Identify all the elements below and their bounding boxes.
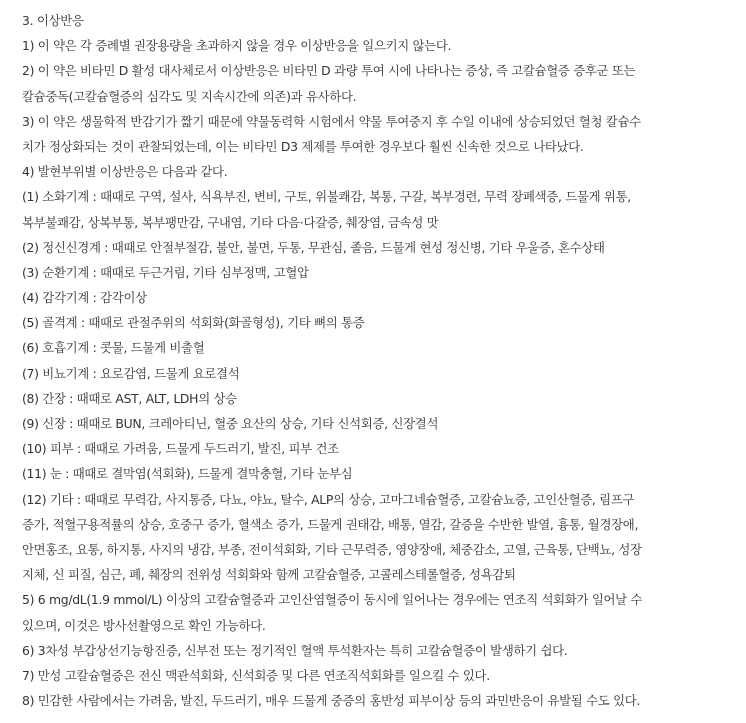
paragraph-line: 2) 이 약은 비타민 D 활성 대사체로서 이상반응은 비타민 D 과량 투여 시에 나타나는 증상, 즉 고칼슘혈증 증후군 또는 [22,63,636,79]
list-item-line: (10) 피부 : 때때로 가려움, 드물게 두드러기, 발진, 피부 건조 [22,441,339,457]
list-item-line: (5) 골격계 : 때때로 관절주위의 석회화(화골형성), 기타 뼈의 통증 [22,315,365,331]
list-item-line: 지체, 신 피질, 심근, 폐, 췌장의 전위성 석회화와 함께 고칼슘혈증, 고콜레스테롤혈증, 성욕감퇴 [22,567,516,583]
paragraph-line: 7) 만성 고칼슘혈증은 전신 맥관석회화, 신석회증 및 다른 연조직석회화를 일으킬 수 있다. [22,667,490,683]
paragraph-line: 6) 3차성 부갑상선기능항진증, 신부전 또는 정기적인 혈액 투석환자는 특히 고칼슘혈증이 발생하기 쉽다. [22,642,568,658]
list-item-line: (3) 순환기계 : 때때로 두근거림, 기타 심부정맥, 고혈압 [22,264,309,280]
list-item-line: (12) 기타 : 때때로 무력감, 사지통증, 다뇨, 야뇨, 탈수, ALP의 상승, 고마그네슘혈증, 고칼슘뇨증, 고인산혈증, 림프구 [22,491,635,507]
paragraph-line: 4) 발현부위별 이상반응은 다음과 같다. [22,164,228,180]
section-heading: 3. 이상반응 [22,13,84,28]
paragraph-line: 3) 이 약은 생물학적 반감기가 짧기 때문에 약물동력학 시험에서 약물 투여중지 후 수일 이내에 상승되었던 혈청 칼슘수 [22,113,641,129]
list-item-line: 증가, 적혈구용적률의 상승, 호중구 증가, 혈색소 증가, 드물게 권태감, 배통, 열감, 갈증을 수반한 발열, 흉통, 월경장애, [22,516,639,532]
list-item-line: (9) 신장 : 때때로 BUN, 크레아티닌, 혈중 요산의 상승, 기타 신석회증, 신장결석 [22,416,439,431]
paragraph-line: 5) 6 mg/dL(1.9 mmol/L) 이상의 고칼슘혈증과 고인산염혈증이 동시에 일어나는 경우에는 연조직 석회화가 일어날 수 [22,592,643,608]
list-item-line: (8) 간장 : 때때로 AST, ALT, LDH의 상승 [22,390,237,406]
list-item-line: (7) 비뇨기계 : 요로감염, 드물게 요로결석 [22,365,240,381]
list-item-line: (4) 감각기계 : 감각이상 [22,290,147,306]
paragraph-line: 칼슘중독(고칼슘혈증의 심각도 및 지속시간에 의존)과 유사하다. [22,88,357,104]
paragraph-line: 8) 민감한 사람에서는 가려움, 발진, 두드러기, 매우 드물게 중증의 홍반성 피부이상 등의 과민반응이 유발될 수도 있다. [22,693,641,709]
adverse-reactions-section [22,8,740,713]
list-item-line: (6) 호흡기계 : 콧물, 드물게 비출혈 [22,340,205,356]
list-item-line: 안면홍조, 요통, 하지통, 사지의 냉감, 부종, 전이석회화, 기타 근무력증, 영양장애, 체중감소, 고열, 근육통, 단백뇨, 성장 [22,541,642,557]
list-item-line: (1) 소화기계 : 때때로 구역, 설사, 식욕부진, 변비, 구토, 위불쾌감, 복통, 구갈, 복부경련, 무력 장폐색증, 드물게 위통, [22,189,631,205]
paragraph-line: 1) 이 약은 각 증례별 권장용량을 초과하지 않을 경우 이상반응을 일으키지 않는다. [22,38,452,54]
list-item-line: 복부불쾌감, 상복부통, 복부팽만감, 구내염, 기타 다음·다갈증, 췌장염, 금속성 맛 [22,214,439,230]
paragraph-line: 치가 정상화되는 것이 관찰되었는데, 이는 비타민 D3 제제를 투여한 경우보다 훨씬 신속한 것으로 나타났다. [22,138,584,154]
paragraph-line: 있으며, 이것은 방사선촬영으로 확인 가능하다. [22,617,266,633]
list-item-line: (2) 정신신경계 : 때때로 안절부절감, 불안, 불면, 두통, 무관심, 졸음, 드물게 현성 정신병, 기타 우울증, 혼수상태 [22,239,605,255]
list-item-line: (11) 눈 : 때때로 결막염(석회화), 드물게 결막충혈, 기타 눈부심 [22,466,353,482]
